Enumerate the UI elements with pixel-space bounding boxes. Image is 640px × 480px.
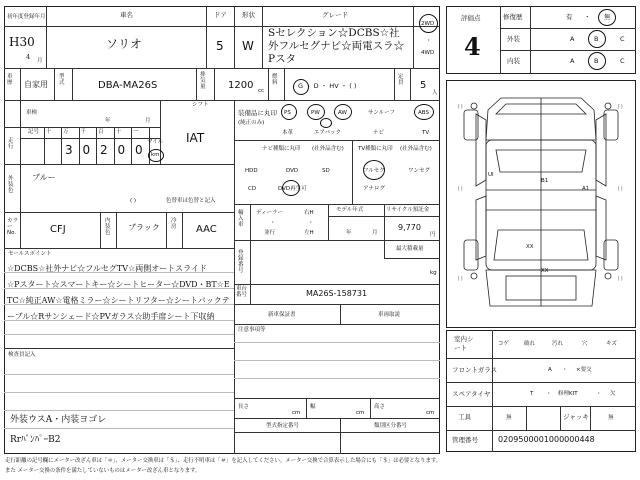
first-reg-label: 初年度登録年月: [7, 14, 46, 20]
interior-color-value: ブラック: [128, 223, 160, 232]
mileage-col-label: 記号: [28, 129, 40, 135]
warranty-new-car: 新車保証書: [268, 312, 296, 318]
exterior-grade-a: A: [570, 35, 575, 43]
sales-line: ーブル☆Rサンシェード☆PVガラス☆助手席シート下収納: [7, 312, 215, 321]
diag-xx2: XX: [541, 268, 549, 274]
inspector-line: RrﾊﾞﾝﾊﾟｰB2: [10, 435, 61, 445]
shift-value: IAT: [186, 131, 205, 145]
doors-value: 5: [216, 39, 224, 53]
displacement-unit: cc: [258, 88, 265, 94]
notes-title: 注意事項等: [238, 327, 266, 333]
exterior-grade-c: C: [620, 35, 625, 43]
model-label: 型式: [59, 74, 65, 87]
interior-grade-a: A: [570, 57, 575, 65]
windshield-mark: ×要交: [576, 367, 592, 373]
recycle-value: 9,770: [398, 223, 421, 232]
svg-text:[ ]: [ ]: [618, 104, 623, 109]
interior-grade-label: 内装: [507, 57, 520, 65]
seat-tear: 破れ: [524, 341, 536, 347]
mileage-digit: 3: [65, 143, 73, 157]
interior-grade-c: C: [620, 57, 625, 65]
tv-oneseg: ワンセグ: [408, 168, 431, 174]
interior-grade-b: B: [594, 57, 599, 65]
inspector-label: 検査員記入: [8, 352, 36, 358]
mileage-digit: 0: [135, 143, 143, 157]
footer-line-1: 走行距離の記号欄にメーター改ざん車は「＊」、メーター交換車は「＄」、走行不明車は「＃」を記入してください。メーター交換で合算表示した場合にも「＄」は必要となります。: [5, 458, 442, 464]
import-dot-2: ・: [308, 220, 314, 226]
jack-value: 無: [608, 415, 614, 421]
fuel-label: 燃料: [272, 74, 278, 87]
score-label: 評価点: [461, 14, 481, 22]
inspection-year: 年: [105, 118, 111, 124]
windshield-dot: ・: [562, 367, 568, 373]
height-label: 高さ: [374, 404, 386, 410]
equipment-label: 装備品に丸印: [238, 109, 277, 117]
repair-yes: 有: [566, 13, 573, 21]
type-no-label: 型式指定番号: [266, 423, 300, 429]
displacement-value: 1200: [228, 80, 254, 91]
equip-navi: ナビ: [373, 130, 385, 136]
navi-sd: SD: [322, 168, 330, 174]
inspector-line: 外装ウスA・内装ヨゴレ: [10, 415, 107, 425]
inspection-label: 車検: [26, 110, 38, 116]
navi-dvd-play: DVD再生可: [278, 186, 307, 192]
mileage-col-label: 一: [133, 129, 139, 135]
management-value: 0209500001000000448: [498, 435, 595, 444]
import-dealer: ディーラー: [256, 210, 284, 216]
color-no-value: CFJ: [50, 224, 66, 235]
registration-label: 登録番号: [238, 250, 244, 275]
spare-tire-value: T: [530, 391, 534, 397]
capacity-value: 5: [420, 80, 427, 91]
width-label: 幅: [310, 404, 316, 410]
car-diagram: [446, 80, 636, 328]
tv-fullseg: フルセグ: [363, 168, 385, 174]
footer-line-2: また メーター交換の条件を満たしていないものはメーター改ざん車となります。: [5, 468, 201, 474]
import-right: 右H: [304, 210, 314, 216]
equip-leather: 本革: [282, 130, 294, 136]
spare-tire-none: 欠: [610, 391, 616, 397]
sales-line: ☆Pスタート☆スマートキー☆シートヒーター☆DVD・BT☆E: [7, 280, 230, 289]
mileage-col-label: 千: [80, 129, 87, 135]
score-value: 4: [464, 32, 481, 61]
seat-scratch: キズ: [606, 341, 617, 347]
model-year-year: 年: [346, 230, 352, 236]
tv-title: TV種類に丸印: [358, 146, 393, 152]
import-label: 輸入車: [238, 210, 244, 229]
seat-stain: 汚れ: [552, 341, 564, 347]
diag-ui: UI: [488, 172, 494, 178]
warranty-manual: 車両取説: [378, 312, 401, 318]
capacity-label: 定員: [398, 74, 404, 87]
max-load-label: 最大積載量: [396, 246, 424, 252]
mileage-col-label: 十: [45, 129, 52, 135]
shape-label: 形状: [242, 11, 255, 19]
length-label: 長さ: [238, 404, 250, 410]
exterior-color-value: ブルー: [32, 173, 56, 182]
mileage-col-label: 万: [63, 129, 69, 135]
navi-dvd: DVD: [286, 168, 299, 174]
jack-label: ジャッキ: [563, 413, 589, 421]
sales-line: TC☆純正AW☆電格ミラー☆シートリフター☆シートバックテ: [7, 296, 230, 305]
seat-burn: コゲ: [498, 341, 510, 347]
mileage-col-label: 十: [115, 129, 122, 135]
mileage-unit-km: km: [151, 152, 160, 158]
color-no-label: カラーNo.: [7, 218, 19, 237]
width-unit: cm: [356, 410, 365, 416]
ac-label: 冷房: [171, 218, 177, 231]
equip-airbag: エアバック: [314, 130, 342, 136]
shift-label: シフト: [192, 102, 209, 108]
inspection-month: 月: [145, 118, 151, 124]
class-value: 自家用: [24, 80, 48, 89]
import-dot: ・: [270, 220, 276, 226]
equip-sunroof: サンルーフ: [368, 110, 395, 116]
equipment-sub: (純正のみ): [238, 120, 265, 126]
equip-aw: AW: [338, 110, 347, 116]
exterior-color-label: 外装色: [8, 176, 14, 195]
diag-b1: B1: [541, 178, 549, 184]
mileage-unit-label: マイル: [147, 139, 164, 145]
ac-value: AAC: [196, 224, 217, 235]
mileage-digit: 0: [82, 143, 91, 157]
mileage-digit: 2: [100, 143, 108, 157]
recycle-label: リサイクル預託金: [386, 207, 430, 213]
car-name: ソリオ: [106, 37, 142, 51]
fuel-options: G ・ D ・ HV ・ ( ): [298, 82, 357, 90]
repair-label: 修復歴: [503, 13, 523, 21]
model-year-month: 月: [372, 230, 378, 236]
shape-value: W: [242, 39, 254, 53]
interior-color-label: 内装色: [105, 218, 111, 237]
svg-text:[ ]: [ ]: [458, 276, 463, 281]
tv-analog: アナログ: [363, 186, 386, 192]
displacement-label: 排気量: [200, 72, 206, 91]
capacity-unit: 人: [432, 90, 438, 96]
svg-text:[ ]: [ ]: [458, 104, 463, 109]
spare-tire-kit: 修理KIT: [558, 391, 578, 397]
height-unit: cm: [426, 410, 435, 416]
airbag-circle: [320, 118, 332, 128]
car-name-label: 車名: [120, 11, 133, 19]
recycle-unit: 円: [430, 232, 436, 238]
import-parallel: 並行: [264, 230, 276, 236]
equip-abs: ABS: [418, 110, 429, 116]
spare-tire-dot: ・: [546, 391, 552, 397]
chassis-label: 車台番号: [236, 286, 248, 299]
exterior-color-note: 色替車は色替と記入: [166, 198, 216, 204]
tools-value: 無: [506, 415, 512, 421]
class-no-label: 類別区分番号: [374, 423, 408, 429]
equip-tv: TV: [422, 130, 430, 136]
drive-sep: ・: [426, 38, 432, 44]
equip-pw: PW: [311, 110, 320, 116]
repair-dot: ・: [584, 13, 591, 21]
first-reg-year: H30: [9, 35, 35, 49]
mileage-digit: 0: [117, 143, 126, 157]
interior-seat-label: 室内シート: [454, 335, 474, 352]
navi-cd: CD: [248, 186, 257, 192]
doors-label: ドア: [214, 11, 227, 19]
svg-text:[ ]: [ ]: [618, 276, 623, 281]
diag-a1: A1: [582, 186, 590, 192]
tv-title-note: (社外品含む): [400, 146, 432, 152]
exterior-grade-b: B: [594, 35, 599, 43]
drive-4wd: 4WD: [421, 50, 435, 56]
chassis-value: MA26S-158731: [306, 289, 368, 298]
navi-title-note: (社外品含む): [312, 146, 344, 152]
month-unit-label: 月: [37, 58, 43, 64]
max-load-unit: kg: [430, 270, 437, 276]
mileage-col-label: 百: [98, 129, 104, 135]
sales-line: ☆DCBS☆社外ナビ☆フルセグTV☆両側オートスライド: [7, 264, 207, 273]
grade-value: Sセレクション☆DCBS☆社外フルセグナビ☆両電スラ☆Pスタ: [268, 27, 405, 65]
spare-tire-label: スペアタイヤ: [452, 390, 491, 398]
svg-text:[ ]: [ ]: [458, 186, 463, 191]
windshield-label: フロントガラス: [452, 366, 498, 374]
svg-text:[ ]: [ ]: [618, 186, 623, 191]
repair-no: 無: [604, 13, 611, 21]
spare-tire-dot-2: ・: [596, 391, 602, 397]
model-year-label: モデル年式: [336, 207, 364, 213]
seat-hole: 穴: [582, 341, 588, 347]
grade-label: グレード: [322, 11, 348, 19]
drive-2wd: 2WD: [421, 21, 435, 27]
navi-hdd: HDD: [245, 168, 258, 174]
sales-label: セールスポイント: [8, 251, 52, 257]
mileage-label: 走行: [8, 138, 14, 151]
equip-ps: PS: [284, 110, 291, 116]
tools-label: 工具: [458, 413, 471, 421]
management-label: 管理番号: [452, 436, 478, 444]
diag-xx1: XX: [526, 244, 534, 250]
model-value: DBA-MA26S: [98, 80, 158, 91]
exterior-color-paren: ( ): [130, 198, 137, 204]
navi-title: ナビ種類に丸印: [262, 146, 301, 152]
length-unit: cm: [292, 410, 301, 416]
class-label: 車歴: [7, 74, 13, 87]
exterior-grade-label: 外装: [507, 35, 520, 43]
first-reg-month: 4: [26, 53, 31, 61]
import-left: 左H: [304, 230, 314, 236]
windshield-value: A: [548, 367, 552, 373]
